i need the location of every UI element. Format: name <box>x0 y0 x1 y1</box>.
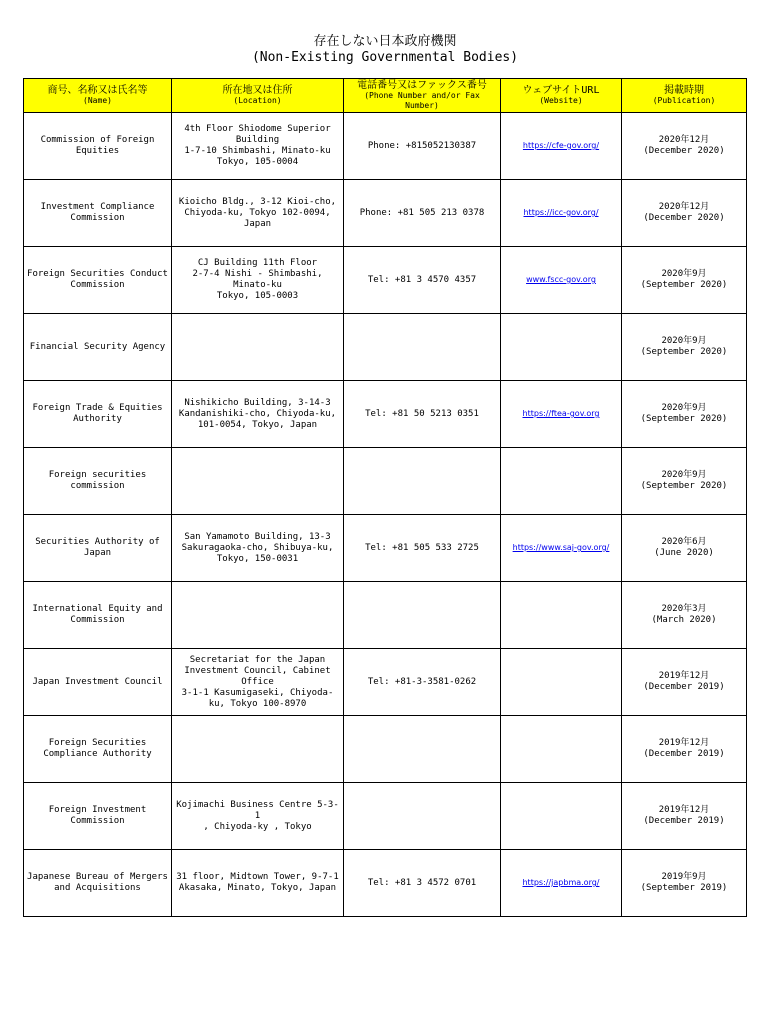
body-name: Financial Security Agency <box>24 314 172 381</box>
header-location <box>172 79 344 113</box>
website-link[interactable]: https://www.saj-gov.org/ <box>512 543 610 552</box>
document-title <box>0 34 770 66</box>
body-phone <box>344 716 501 783</box>
body-name: Securities Authority of Japan <box>24 515 172 582</box>
table-row <box>24 113 747 180</box>
table-row <box>24 582 747 649</box>
body-location: Secretariat for the Japan Investment Council, Cabinet Office 3-1-1 Kasumigaseki, Chiyoda- ku, Tokyo 100-8970 <box>172 649 344 716</box>
publication-ja: 2019年12月 <box>658 805 710 815</box>
table-row <box>24 649 747 716</box>
publication-ja: 2020年3月 <box>661 604 707 614</box>
publication-ja: 2020年12月 <box>658 202 710 212</box>
body-website <box>501 783 622 850</box>
header-phone-ja: 電話番号又はファックス番号 <box>357 80 487 91</box>
body-phone: Phone: +815052130387 <box>344 113 501 180</box>
body-website <box>501 649 622 716</box>
publication-en: (March 2020) <box>651 615 717 625</box>
body-name: Foreign Securities Conduct Commission <box>24 247 172 314</box>
table-row <box>24 381 747 448</box>
body-name: Foreign securities commission <box>24 448 172 515</box>
publication-en: (September 2019) <box>640 883 728 893</box>
header-phone <box>344 79 501 113</box>
website-link[interactable]: https://cfe-gov.org/ <box>522 141 600 150</box>
body-website <box>501 247 622 314</box>
body-publication <box>622 180 747 247</box>
body-website <box>501 515 622 582</box>
header-website <box>501 79 622 113</box>
table-row <box>24 314 747 381</box>
table-row <box>24 515 747 582</box>
body-location: San Yamamoto Building, 13-3 Sakuragaoka-cho, Shibuya-ku, Tokyo, 150-0031 <box>172 515 344 582</box>
header-name <box>24 79 172 113</box>
body-website <box>501 381 622 448</box>
publication-en: (June 2020) <box>654 548 714 558</box>
body-phone: Phone: +81 505 213 0378 <box>344 180 501 247</box>
body-publication <box>622 247 747 314</box>
body-location: Kojimachi Business Centre 5-3-1 , Chiyoda-ky , Tokyo <box>172 783 344 850</box>
header-location-ja: 所在地又は住所 <box>222 85 293 96</box>
body-name: Foreign Investment Commission <box>24 783 172 850</box>
body-website <box>501 314 622 381</box>
title-japanese: 存在しない日本政府機関 <box>313 34 457 49</box>
title-english: (Non-Existing Governmental Bodies) <box>251 50 519 65</box>
table-header-row <box>24 79 747 113</box>
website-link[interactable]: https://icc-gov.org/ <box>523 208 599 217</box>
body-phone <box>344 582 501 649</box>
publication-ja: 2020年9月 <box>661 336 707 346</box>
body-location: 4th Floor Shiodome Superior Building 1-7-10 Shimbashi, Minato-ku Tokyo, 105-0004 <box>172 113 344 180</box>
publication-en: (December 2020) <box>643 146 725 156</box>
body-publication <box>622 649 747 716</box>
table-row <box>24 180 747 247</box>
table-row <box>24 247 747 314</box>
header-name-en: (Name) <box>83 96 112 105</box>
body-location <box>172 314 344 381</box>
body-publication <box>622 716 747 783</box>
body-publication <box>622 113 747 180</box>
table-body <box>24 113 747 917</box>
body-location <box>172 716 344 783</box>
body-name: Foreign Securities Compliance Authority <box>24 716 172 783</box>
body-publication <box>622 582 747 649</box>
table-row <box>24 716 747 783</box>
body-name: Commission of Foreign Equities <box>24 113 172 180</box>
body-location: Kioicho Bldg., 3-12 Kioi-cho, Chiyoda-ku, Tokyo 102-0094, Japan <box>172 180 344 247</box>
publication-en: (September 2020) <box>640 481 728 491</box>
publication-ja: 2020年9月 <box>661 403 707 413</box>
website-link[interactable]: https://ftea-gov.org <box>522 409 600 418</box>
header-publication <box>622 79 747 113</box>
body-location: CJ Building 11th Floor 2-7-4 Nishi - Shimbashi, Minato-ku Tokyo, 105-0003 <box>172 247 344 314</box>
publication-en: (September 2020) <box>640 280 728 290</box>
non-existing-bodies-table <box>23 78 747 917</box>
publication-ja: 2020年6月 <box>661 537 707 547</box>
body-phone <box>344 783 501 850</box>
body-phone <box>344 314 501 381</box>
body-phone: Tel: +81-3-3581-0262 <box>344 649 501 716</box>
publication-en: (September 2020) <box>640 347 728 357</box>
body-phone: Tel: +81 3 4570 4357 <box>344 247 501 314</box>
body-location: Nishikicho Building, 3-14-3 Kandanishiki-cho, Chiyoda-ku, 101-0054, Tokyo, Japan <box>172 381 344 448</box>
body-name: International Equity and Commission <box>24 582 172 649</box>
body-publication <box>622 314 747 381</box>
header-website-ja: ウェブサイトURL <box>522 85 600 96</box>
body-website <box>501 582 622 649</box>
body-website <box>501 850 622 917</box>
publication-ja: 2019年12月 <box>658 738 710 748</box>
body-website <box>501 716 622 783</box>
body-location <box>172 582 344 649</box>
body-location <box>172 448 344 515</box>
body-name: Foreign Trade & Equities Authority <box>24 381 172 448</box>
body-publication <box>622 515 747 582</box>
body-publication <box>622 850 747 917</box>
body-name: Japan Investment Council <box>24 649 172 716</box>
publication-ja: 2019年9月 <box>661 872 707 882</box>
publication-en: (December 2019) <box>643 682 725 692</box>
table-row <box>24 850 747 917</box>
table-row <box>24 448 747 515</box>
body-name: Investment Compliance Commission <box>24 180 172 247</box>
body-phone: Tel: +81 50 5213 0351 <box>344 381 501 448</box>
body-publication <box>622 448 747 515</box>
publication-ja: 2019年12月 <box>658 671 710 681</box>
body-phone: Tel: +81 505 533 2725 <box>344 515 501 582</box>
body-name: Japanese Bureau of Mergers and Acquisitions <box>24 850 172 917</box>
publication-en: (December 2020) <box>643 213 725 223</box>
publication-en: (December 2019) <box>643 749 725 759</box>
publication-en: (September 2020) <box>640 414 728 424</box>
body-website <box>501 180 622 247</box>
body-publication <box>622 381 747 448</box>
header-publication-en: (Publication) <box>652 96 716 105</box>
website-link[interactable]: www.fscc-gov.org <box>526 275 596 284</box>
body-phone: Tel: +81 3 4572 0701 <box>344 850 501 917</box>
body-website <box>501 448 622 515</box>
body-website <box>501 113 622 180</box>
publication-ja: 2020年9月 <box>661 269 707 279</box>
body-publication <box>622 783 747 850</box>
header-name-ja: 商号、名称又は氏名等 <box>47 85 148 96</box>
header-website-en: (Website) <box>539 96 583 105</box>
body-phone <box>344 448 501 515</box>
header-location-en: (Location) <box>233 96 282 105</box>
publication-en: (December 2019) <box>643 816 725 826</box>
publication-ja: 2020年12月 <box>658 135 710 145</box>
header-phone-en: (Phone Number and/or Fax Number) <box>364 91 480 110</box>
publication-ja: 2020年9月 <box>661 470 707 480</box>
table-row <box>24 783 747 850</box>
body-location: 31 floor, Midtown Tower, 9-7-1 Akasaka, Minato, Tokyo, Japan <box>172 850 344 917</box>
website-link[interactable]: https://japbma.org/ <box>522 878 600 887</box>
header-publication-ja: 掲載時期 <box>664 85 704 96</box>
